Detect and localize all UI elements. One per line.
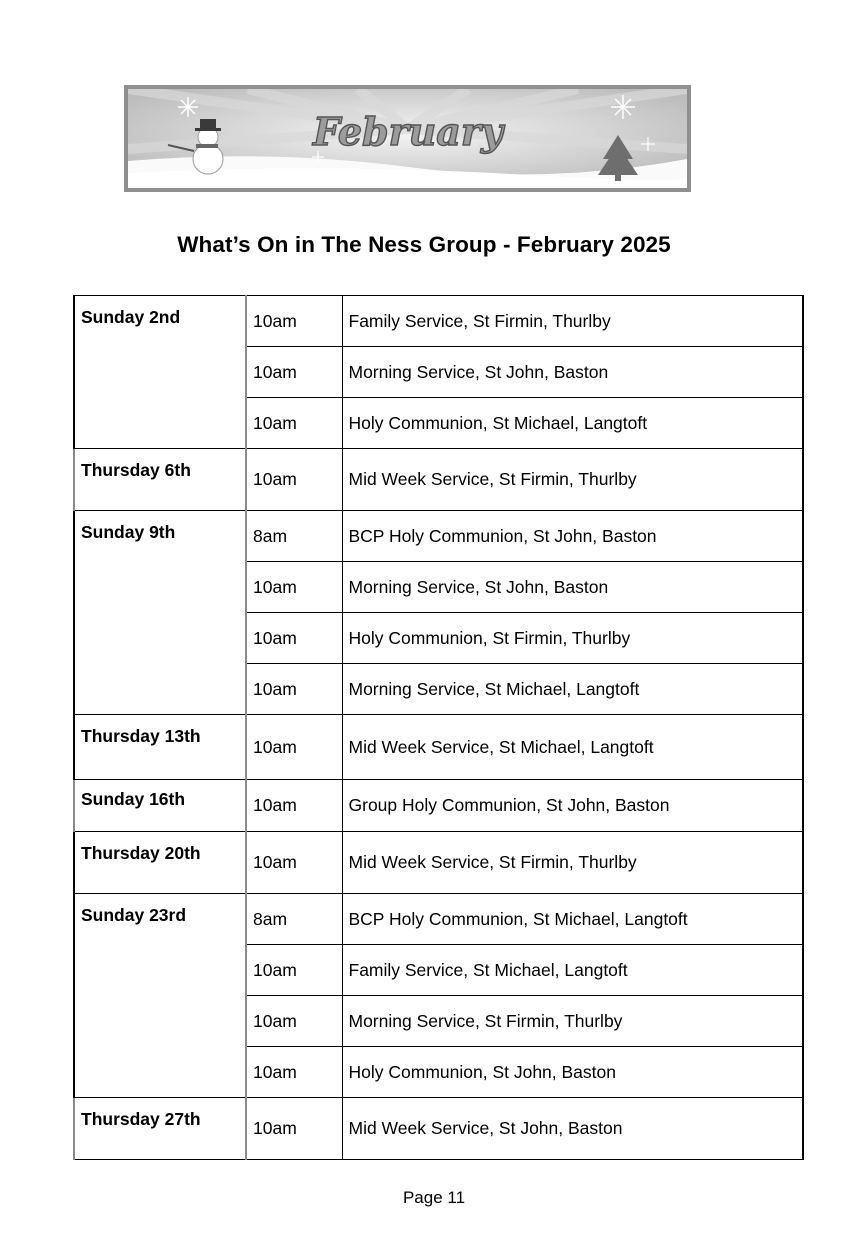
day-cell: Thursday 20th [74,832,246,894]
snowflake-icon [178,97,198,117]
event-cell: Mid Week Service, St Firmin, Thurlby [342,449,803,511]
day-cell: Sunday 2nd [74,296,246,449]
time-cell: 10am [246,347,342,398]
day-cell: Thursday 13th [74,715,246,780]
time-cell: 10am [246,715,342,780]
time-cell: 10am [246,1047,342,1098]
time-cell: 10am [246,296,342,347]
event-cell: Holy Communion, St Michael, Langtoft [342,398,803,449]
table-row [74,296,803,347]
time-cell: 10am [246,1098,342,1160]
time-cell: 10am [246,832,342,894]
event-cell: Holy Communion, St John, Baston [342,1047,803,1098]
event-cell: Morning Service, St Firmin, Thurlby [342,996,803,1047]
table-row [74,449,803,511]
event-cell: BCP Holy Communion, St Michael, Langtoft [342,894,803,945]
table-row [74,832,803,894]
event-cell: Family Service, St Firmin, Thurlby [342,296,803,347]
event-cell: BCP Holy Communion, St John, Baston [342,511,803,562]
banner-illustration [128,89,687,188]
page-number: Page 11 [402,1188,466,1207]
event-cell: Holy Communion, St Firmin, Thurlby [342,613,803,664]
day-cell: Thursday 6th [74,449,246,511]
event-cell: Mid Week Service, St Firmin, Thurlby [342,832,803,894]
time-cell: 10am [246,945,342,996]
time-cell: 10am [246,449,342,511]
time-cell: 8am [246,511,342,562]
time-cell: 10am [246,780,342,832]
day-cell: Sunday 16th [74,780,246,832]
day-cell: Thursday 27th [74,1098,246,1160]
table-row [74,780,803,832]
february-banner [124,85,691,192]
time-cell: 10am [246,613,342,664]
table-row [74,511,803,562]
page-title: What’s On in The Ness Group - February 2025 [177,232,671,257]
banner-title: February [312,109,504,154]
time-cell: 10am [246,562,342,613]
events-table [73,295,804,1160]
day-cell: Sunday 9th [74,511,246,715]
table-row [74,894,803,945]
event-cell: Morning Service, St Michael, Langtoft [342,664,803,715]
day-cell: Sunday 23rd [74,894,246,1098]
event-cell: Morning Service, St John, Baston [342,562,803,613]
time-cell: 8am [246,894,342,945]
time-cell: 10am [246,996,342,1047]
event-cell: Group Holy Communion, St John, Baston [342,780,803,832]
event-cell: Morning Service, St John, Baston [342,347,803,398]
event-cell: Family Service, St Michael, Langtoft [342,945,803,996]
table-row [74,715,803,780]
event-cell: Mid Week Service, St Michael, Langtoft [342,715,803,780]
event-cell: Mid Week Service, St John, Baston [342,1098,803,1160]
time-cell: 10am [246,664,342,715]
time-cell: 10am [246,398,342,449]
table-row [74,1098,803,1160]
